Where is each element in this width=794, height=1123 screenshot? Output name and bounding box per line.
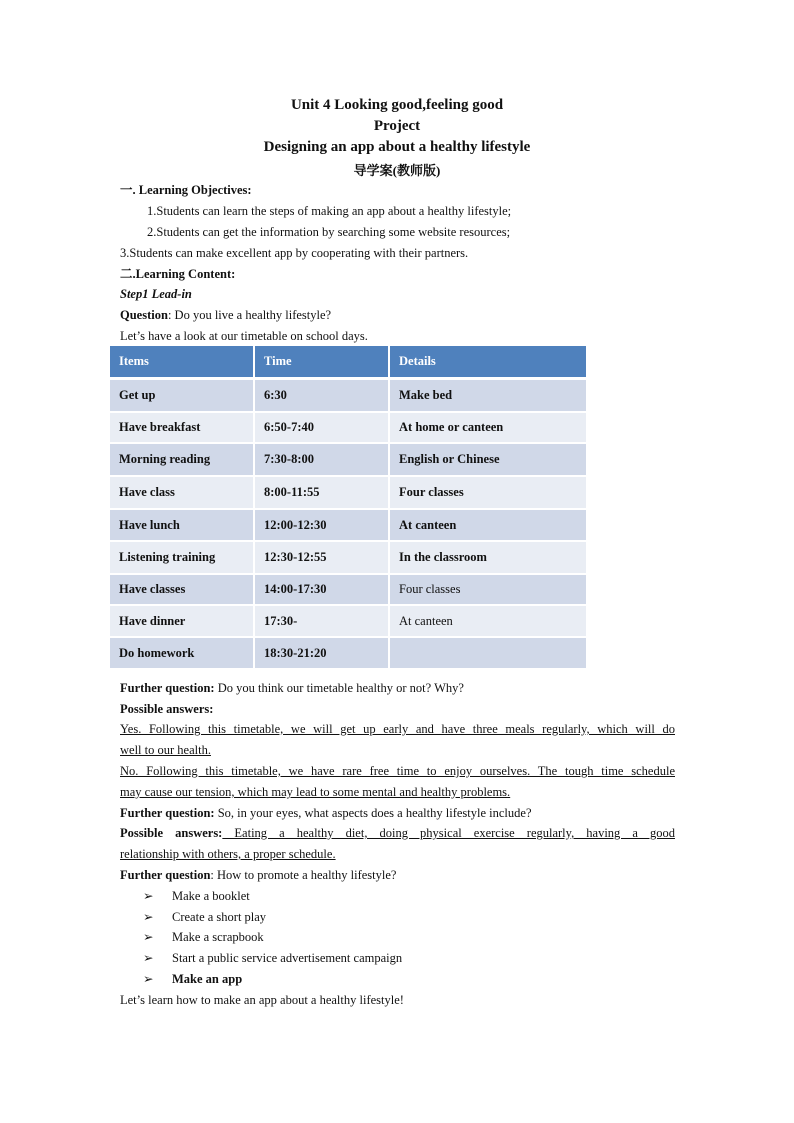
objective-item-1: 1.Students can learn the steps of making an app about a healthy lifestyle; bbox=[147, 204, 512, 218]
table-row bbox=[110, 444, 588, 477]
table-cell bbox=[390, 638, 588, 670]
further-question-label: Further question bbox=[120, 868, 211, 882]
arrow-bullet-icon: ➢ bbox=[143, 910, 154, 924]
content-heading: 二.Learning Content: bbox=[120, 267, 236, 281]
further-question-1 bbox=[120, 678, 464, 698]
list-item: Create a short play bbox=[172, 910, 267, 924]
table-header-row bbox=[110, 346, 588, 380]
topic-title: Designing an app about a healthy lifestyle bbox=[263, 139, 531, 155]
further-question-text: So, in your eyes, what aspects does a healthy lifestyle include? bbox=[214, 806, 532, 820]
table-row bbox=[110, 638, 588, 670]
table-cell: 12:00-12:30 bbox=[255, 510, 390, 542]
possible-answers-label: Possible answers: bbox=[120, 702, 214, 716]
table-cell: Make bed bbox=[390, 380, 588, 413]
further-question-2 bbox=[120, 803, 532, 823]
answer-aspects-line-2: relationship with others, a proper schedule. bbox=[120, 847, 336, 861]
list-item: Make a scrapbook bbox=[172, 930, 264, 944]
table-cell: At canteen bbox=[390, 606, 588, 638]
table-row bbox=[110, 510, 588, 542]
arrow-bullet-icon: ➢ bbox=[143, 889, 154, 903]
answer-yes-line-2: well to our health. bbox=[120, 743, 211, 757]
question-label: Question bbox=[120, 308, 168, 322]
table-cell: 6:50-7:40 bbox=[255, 413, 390, 444]
answer-aspects-line-1: Eating a healthy diet, doing physical exercise regularly, having a good bbox=[222, 826, 675, 840]
objective-item-2: 2.Students can get the information by searching some website resources; bbox=[147, 225, 511, 239]
table-cell: Get up bbox=[110, 380, 255, 413]
table-cell: Have class bbox=[110, 477, 255, 510]
table-cell: In the classroom bbox=[390, 542, 588, 575]
table-cell: 12:30-12:55 bbox=[255, 542, 390, 575]
further-question-label: Further question: bbox=[120, 806, 215, 820]
possible-answers-label: Possible answers: bbox=[120, 826, 223, 840]
table-row bbox=[110, 477, 588, 510]
table-cell: Have dinner bbox=[110, 606, 255, 638]
possible-answers-2 bbox=[120, 823, 675, 843]
table-cell: Four classes bbox=[390, 575, 588, 606]
arrow-bullet-icon: ➢ bbox=[143, 930, 154, 944]
column-header-details: Details bbox=[390, 346, 588, 380]
table-cell: Listening training bbox=[110, 542, 255, 575]
question-text: : Do you live a healthy lifestyle? bbox=[167, 308, 332, 322]
further-question-3 bbox=[120, 865, 396, 885]
answer-yes-line-1: Yes. Following this timetable, we will get up early and have three meals regularly, which will do bbox=[120, 722, 675, 736]
further-question-text: : How to promote a healthy lifestyle? bbox=[210, 868, 397, 882]
timetable bbox=[110, 346, 588, 670]
table-cell: Have classes bbox=[110, 575, 255, 606]
table-cell: 14:00-17:30 bbox=[255, 575, 390, 606]
table-row bbox=[110, 542, 588, 575]
list-item: Make an app bbox=[172, 972, 243, 986]
list-item: Make a booklet bbox=[172, 889, 250, 903]
table-cell: 6:30 bbox=[255, 380, 390, 413]
unit-title: Unit 4 Looking good,feeling good bbox=[290, 97, 504, 113]
table-cell: English or Chinese bbox=[390, 444, 588, 477]
table-cell: Four classes bbox=[390, 477, 588, 510]
question-line bbox=[120, 305, 331, 325]
answer-no-line-2: may cause our tension, which may lead to some mental and healthy problems. bbox=[120, 785, 511, 799]
arrow-bullet-icon: ➢ bbox=[143, 951, 154, 965]
objective-item-3: 3.Students can make excellent app by cooperating with their partners. bbox=[120, 246, 469, 260]
further-question-text: Do you think our timetable healthy or not? Why? bbox=[214, 681, 464, 695]
table-row bbox=[110, 380, 588, 413]
table-cell: Have breakfast bbox=[110, 413, 255, 444]
table-cell: Morning reading bbox=[110, 444, 255, 477]
section-title: Project bbox=[373, 118, 421, 134]
table-cell: 7:30-8:00 bbox=[255, 444, 390, 477]
table-row bbox=[110, 575, 588, 606]
answer-no-line-1: No. Following this timetable, we have rare free time to enjoy ourselves. The tough time schedule bbox=[120, 764, 675, 778]
objectives-heading: 一. Learning Objectives: bbox=[120, 183, 252, 197]
closing-line: Let’s learn how to make an app about a healthy lifestyle! bbox=[120, 993, 404, 1007]
step-heading: Step1 Lead-in bbox=[120, 287, 192, 301]
table-cell: At canteen bbox=[390, 510, 588, 542]
arrow-bullet-icon: ➢ bbox=[143, 972, 154, 986]
list-item: Start a public service advertisement campaign bbox=[172, 951, 403, 965]
table-row bbox=[110, 606, 588, 638]
table-cell: 8:00-11:55 bbox=[255, 477, 390, 510]
table-cell: At home or canteen bbox=[390, 413, 588, 444]
table-row bbox=[110, 413, 588, 444]
intro-line: Let’s have a look at our timetable on school days. bbox=[120, 329, 368, 343]
column-header-items: Items bbox=[110, 346, 255, 380]
subtitle: 导学案(教师版) bbox=[353, 163, 441, 178]
column-header-time: Time bbox=[255, 346, 390, 380]
further-question-label: Further question: bbox=[120, 681, 215, 695]
table-cell: Have lunch bbox=[110, 510, 255, 542]
table-cell: 17:30- bbox=[255, 606, 390, 638]
table-cell: Do homework bbox=[110, 638, 255, 670]
table-cell: 18:30-21:20 bbox=[255, 638, 390, 670]
